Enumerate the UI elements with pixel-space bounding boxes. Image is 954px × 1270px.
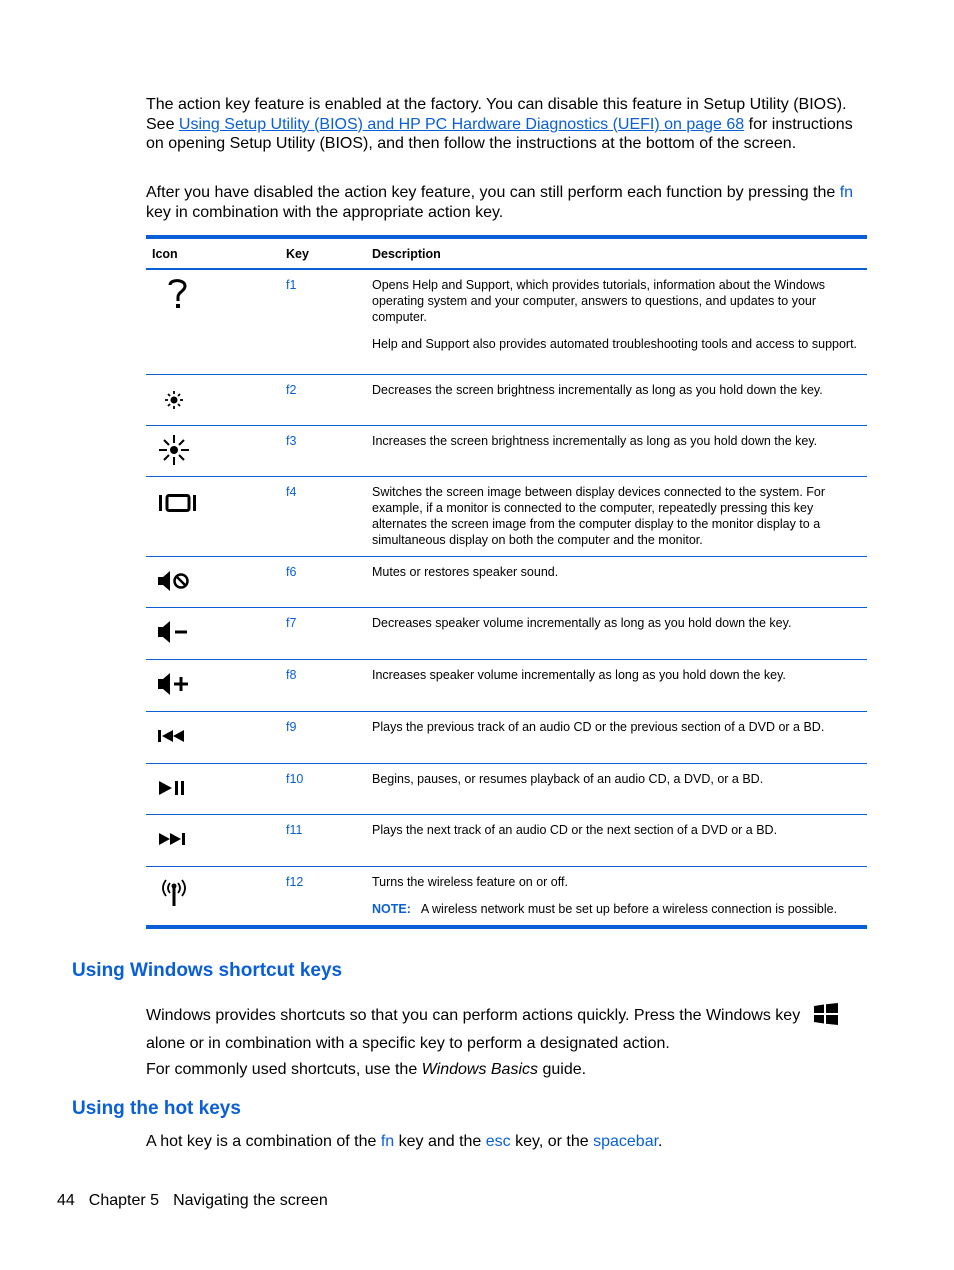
hot-keys-text: key, or the	[510, 1133, 594, 1150]
column-header-description: Description	[372, 246, 441, 261]
table-row	[146, 374, 867, 425]
intro-text: After you have disabled the action key feature, you can still perform each function by pressing the	[146, 184, 840, 201]
icon-cell	[146, 814, 280, 866]
windows-shortcuts-paragraph	[146, 1002, 826, 1058]
brightness-up-icon	[152, 430, 202, 470]
column-header-icon: Icon	[152, 246, 178, 261]
description-text: Turns the wireless feature on or off.	[372, 874, 568, 889]
hot-keys-text: key and the	[394, 1133, 486, 1150]
icon-cell	[146, 556, 280, 607]
icon-cell	[146, 607, 280, 659]
windows-shortcuts-text: alone or in combination with a specific key to perform a designated action.	[146, 1035, 670, 1052]
spacebar-key-label: spacebar	[593, 1133, 659, 1150]
next-track-icon	[152, 819, 202, 859]
description-cell: Plays the next track of an audio CD or the next section of a DVD or a BD.	[372, 822, 778, 837]
previous-track-icon	[152, 716, 202, 756]
intro-text: The action key feature is enabled at the factory. You can disable this feature in Setup Utility (BIOS). See	[146, 96, 847, 133]
column-header-key: Key	[286, 246, 309, 261]
table-row	[146, 711, 867, 763]
icon-cell	[146, 711, 280, 763]
section-heading-windows-shortcuts: Using Windows shortcut keys	[72, 960, 343, 981]
esc-key-label: esc	[485, 1133, 511, 1150]
hot-keys-paragraph	[146, 1132, 861, 1152]
windows-basics-text: For commonly used shortcuts, use the	[146, 1061, 422, 1078]
volume-up-icon	[152, 664, 202, 704]
intro-text: for instructions on opening Setup Utility (BIOS), and then follow the instructions at the bottom of the screen.	[146, 115, 853, 152]
key-cell: f9	[286, 719, 297, 734]
icon-cell	[146, 374, 280, 425]
play-pause-icon	[152, 768, 202, 808]
description-cell: Decreases the screen brightness incrementally as long as you hold down the key.	[372, 382, 823, 397]
description-cell	[366, 269, 867, 374]
table-row	[146, 763, 867, 814]
key-cell: f4	[286, 484, 297, 499]
key-cell: f7	[286, 615, 297, 630]
chapter-label: Chapter 5	[88, 1192, 160, 1209]
description-text: Opens Help and Support, which provides tutorials, information about the Windows operating system and your computer, answers to questions, and updates to your computer.	[372, 278, 826, 324]
description-cell: Plays the previous track of an audio CD or the previous section of a DVD or a BD.	[372, 719, 825, 734]
key-cell: f11	[286, 822, 303, 837]
table-row	[146, 425, 867, 476]
icon-cell	[146, 659, 280, 711]
switch-display-icon	[152, 481, 202, 521]
description-cell: Increases the screen brightness incrementally as long as you hold down the key.	[372, 433, 818, 448]
description-text: Help and Support also provides automated troubleshooting tools and access to support.	[372, 337, 858, 351]
icon-cell	[146, 476, 280, 556]
table-row	[146, 866, 867, 927]
icon-cell	[146, 425, 280, 476]
wireless-icon	[152, 871, 202, 911]
windows-basics-title: Windows Basics	[421, 1061, 539, 1078]
intro-paragraph-1	[146, 95, 861, 154]
description-cell: Increases speaker volume incrementally as long as you hold down the key.	[372, 667, 786, 682]
brightness-down-icon	[152, 379, 202, 419]
icon-cell	[146, 866, 280, 927]
description-cell: Begins, pauses, or resumes playback of an audio CD, a DVD, or a BD.	[372, 771, 764, 786]
note-label: NOTE:	[372, 901, 411, 916]
section-heading-hot-keys: Using the hot keys	[72, 1098, 241, 1119]
fn-key-label: fn	[380, 1133, 395, 1150]
table-row	[146, 814, 867, 866]
chapter-title: Navigating the screen	[173, 1192, 328, 1209]
description-cell	[366, 866, 867, 927]
table-row	[146, 556, 867, 607]
icon-cell	[146, 763, 280, 814]
key-cell: f8	[286, 667, 297, 682]
setup-utility-link[interactable]: Using Setup Utility (BIOS) and HP PC Hardware Diagnostics (UEFI) on page 68	[178, 115, 745, 133]
windows-basics-paragraph	[146, 1060, 861, 1080]
description-cell: Decreases speaker volume incrementally as long as you hold down the key.	[372, 615, 792, 630]
table-row	[146, 476, 867, 556]
volume-down-icon	[152, 612, 202, 652]
page-footer	[57, 1192, 342, 1210]
description-cell: Mutes or restores speaker sound.	[372, 564, 559, 579]
icon-cell	[146, 269, 280, 374]
intro-paragraph-2	[146, 183, 861, 222]
key-cell: f12	[286, 874, 304, 889]
note	[372, 901, 861, 917]
table-row	[146, 607, 867, 659]
action-keys-table	[146, 235, 867, 929]
key-cell: f3	[286, 433, 297, 448]
windows-shortcuts-text: Windows provides shortcuts so that you can perform actions quickly. Press the Windows key	[146, 1007, 801, 1024]
hot-keys-text: A hot key is a combination of the	[146, 1133, 381, 1150]
key-cell: f1	[286, 278, 297, 292]
page-number: 44	[57, 1192, 75, 1209]
windows-key-icon	[814, 1003, 838, 1025]
hot-keys-text: .	[658, 1133, 663, 1150]
description-cell: Switches the screen image between display devices connected to the system. For example, if a monitor is connected to the computer, repeatedly pressing this key alternates the screen image from the computer display to the monitor display to a simultaneous display on both the computer and the monitor.	[372, 484, 826, 547]
key-cell: f6	[286, 564, 297, 579]
help-icon	[152, 274, 202, 314]
table-row	[146, 269, 867, 374]
table-row	[146, 659, 867, 711]
fn-key-label: fn	[839, 184, 854, 201]
intro-text: key in combination with the appropriate action key.	[146, 203, 504, 221]
note-text: A wireless network must be set up before a wireless connection is possible.	[420, 901, 838, 916]
windows-basics-text: guide.	[538, 1061, 587, 1078]
table-header-row	[146, 237, 867, 269]
key-cell: f2	[286, 382, 297, 397]
mute-icon	[152, 561, 202, 601]
key-cell: f10	[286, 771, 304, 786]
